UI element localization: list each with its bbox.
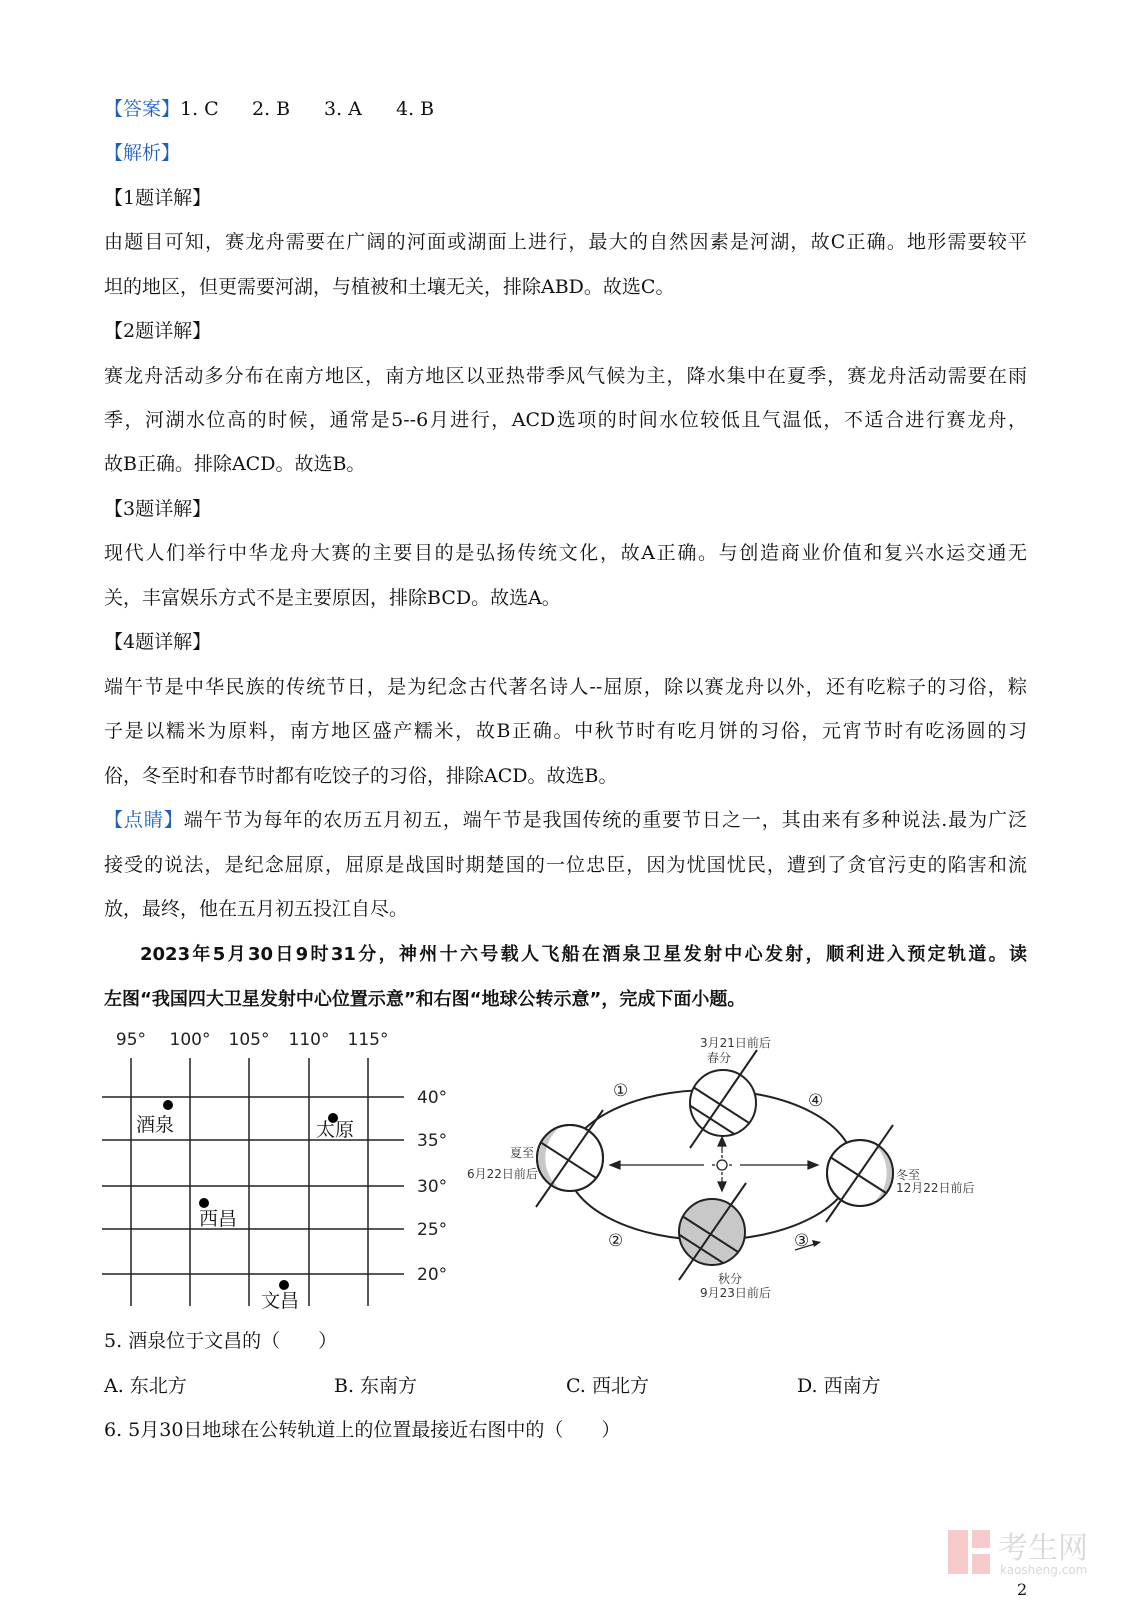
section-line: 由题目可知，赛龙舟需要在广阔的河面或湖面上进行，最大的自然因素是河湖，故C正确。地形需要较平 [104, 231, 1027, 253]
q5-option-a[interactable]: A. 东北方 [104, 1375, 187, 1397]
tip-text: 端午节为每年的农历五月初五，端午节是我国传统的重要节日之一，其由来有多种说法.最为广泛 [183, 809, 1027, 831]
question-6-stem: 6. 5月30日地球在公转轨道上的位置最接近右图中的（ ） [104, 1419, 621, 1441]
tip-line: 接受的说法，是纪念屈原，屈原是战国时期楚国的一位忠臣，因为忧国忧民，遭到了贪官污吏的陷害和流 [104, 854, 1027, 876]
section-line: 赛龙舟活动多分布在南方地区，南方地区以亚热带季风气候为主，降水集中在夏季，赛龙舟活动需要在雨 [104, 365, 1027, 387]
section-line: 坦的地区，但更需要河湖，与植被和土壤无关，排除ABD。故选C。 [104, 276, 675, 298]
globe-winter [826, 1125, 897, 1222]
watermark-logo [948, 1528, 1118, 1582]
position-label: ④ [808, 1091, 824, 1111]
section-title: 【4题详解】 [104, 631, 212, 653]
sun-arrows [610, 1137, 818, 1191]
watermark-cn: 考生网 [998, 1531, 1088, 1566]
section-line: 俗，冬至时和春节时都有吃饺子的习俗，排除ACD。故选B。 [104, 765, 618, 787]
position-label: ① [613, 1081, 629, 1101]
answer-item: 4. B [396, 98, 435, 120]
globe-summer [536, 1110, 607, 1207]
q5-option-b[interactable]: B. 东南方 [334, 1375, 418, 1397]
page-number: 2 [1017, 1580, 1028, 1599]
winter-name: 冬至 [896, 1168, 921, 1182]
section-line: 季，河湖水位高的时候，通常是5--6月进行，ACD选项的时间水位较低且气温低，不适合进行赛龙舟， [104, 409, 1027, 431]
section-title: 【2题详解】 [104, 320, 212, 342]
q5-option-d[interactable]: D. 西南方 [797, 1375, 881, 1397]
lat-label: 25° [417, 1220, 448, 1240]
globe-autumn [675, 1183, 749, 1280]
lat-label: 20° [417, 1265, 448, 1285]
lat-label: 35° [417, 1131, 448, 1151]
winter-date: 12月22日前后 [896, 1181, 975, 1195]
answer-item: 2. B [252, 98, 291, 120]
question-5-stem: 5. 酒泉位于文昌的（ ） [104, 1330, 338, 1352]
site-label-taiyuan: 太原 [316, 1119, 355, 1141]
lat-label: 40° [417, 1088, 448, 1108]
lon-label: 115° [347, 1030, 389, 1050]
site-label-xichang: 西昌 [199, 1208, 238, 1230]
lon-label: 100° [169, 1030, 211, 1050]
site-label-jiuquan: 酒泉 [136, 1114, 175, 1136]
tip-line: 放，最终，他在五月初五投江自尽。 [104, 898, 409, 920]
section-line: 端午节是中华民族的传统节日，是为纪念古代著名诗人--屈原，除以赛龙舟以外，还有吃粽子的习俗，粽 [104, 676, 1027, 698]
section-title: 【3题详解】 [104, 498, 212, 520]
intro-line: 左图“我国四大卫星发射中心位置示意”和右图“地球公转示意”，完成下面小题。 [104, 989, 746, 1010]
intro-line: 2023年5月30日9时31分，神州十六号载人飞船在酒泉卫星发射中心发射，顺利进入预定轨道。读 [140, 944, 1027, 965]
lon-label: 95° [115, 1030, 147, 1050]
section-line: 现代人们举行中华龙舟大赛的主要目的是弘扬传统文化，故A正确。与创造商业价值和复兴水运交通无 [104, 542, 1027, 564]
sun-icon [712, 1155, 732, 1175]
section-line: 子是以糯米为原料，南方地区盛产糯米，故B正确。中秋节时有吃月饼的习俗，元宵节时有吃汤圆的习 [104, 720, 1027, 742]
autumn-name: 秋分 [718, 1272, 743, 1286]
position-label: ③ [794, 1231, 810, 1251]
summer-name: 夏至 [510, 1146, 535, 1160]
section-line: 关，丰富娱乐方式不是主要原因，排除BCD。故选A。 [104, 587, 561, 609]
lon-label: 110° [288, 1030, 330, 1050]
section-line: 故B正确。排除ACD。故选B。 [104, 453, 366, 475]
lat-label: 30° [417, 1177, 448, 1197]
autumn-date: 9月23日前后 [700, 1286, 771, 1300]
watermark-en: kaosheng.com [1000, 1563, 1088, 1577]
answer-label: 【答案】 [104, 98, 181, 120]
spring-name: 春分 [707, 1051, 732, 1065]
section-title: 【1题详解】 [104, 187, 212, 209]
lon-label: 105° [228, 1030, 270, 1050]
answer-item: 1. C [180, 98, 219, 120]
tip-label: 【点睛】 [104, 809, 184, 831]
spring-date: 3月21日前后 [700, 1036, 771, 1050]
summer-date: 6月22日前后 [467, 1167, 538, 1181]
answer-item: 3. A [324, 98, 362, 120]
q5-option-c[interactable]: C. 西北方 [566, 1375, 649, 1397]
position-label: ② [608, 1231, 624, 1251]
site-label-wenchang: 文昌 [261, 1290, 300, 1312]
analysis-label: 【解析】 [104, 142, 181, 164]
